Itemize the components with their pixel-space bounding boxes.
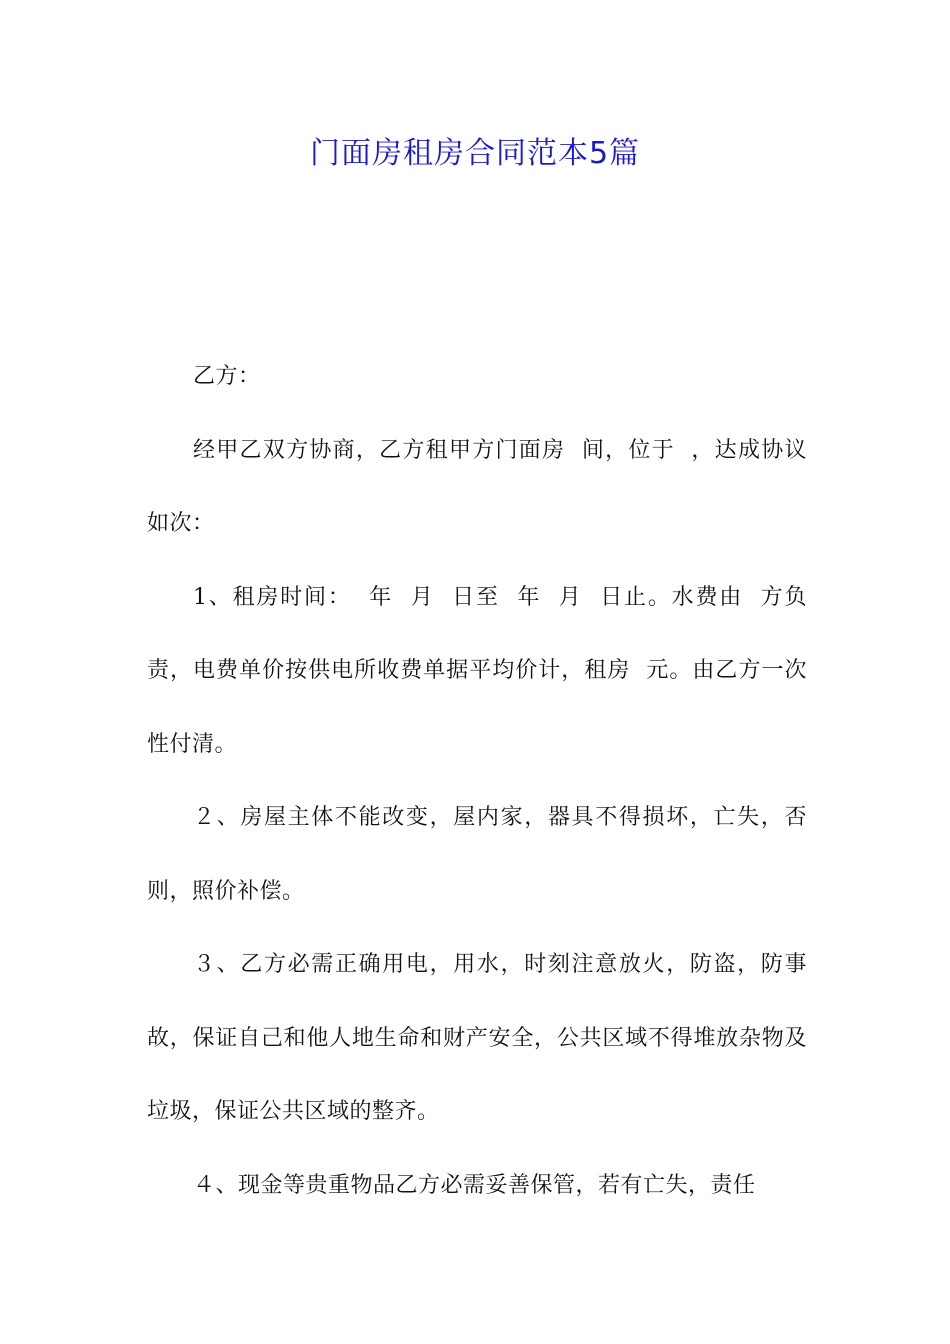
paragraph-clause-2: ２、房屋主体不能改变，屋内家，器具不得损坏，亡失，否则，照价补偿。 [147, 805, 807, 904]
paragraph-agreement-intro: 经甲乙双方协商，乙方租甲方门面房 间，位于 ，达成协议如次： [147, 437, 807, 536]
paragraph-party-b: 乙方： [193, 364, 261, 389]
document-body [147, 340, 807, 1222]
document-title: 门面房租房合同范本5篇 [309, 136, 641, 171]
paragraph-clause-4: ４、现金等贵重物品乙方必需妥善保管，若有亡失，责任 [193, 1172, 756, 1198]
paragraph-clause-3: ３、乙方必需正确用电，用水，时刻注意放火，防盗，防事故，保证自己和他人地生命和财产安全，公共区域不得堆放杂物及垃圾，保证公共区域的整齐。 [147, 952, 807, 1124]
paragraph-clause-1: 1、租房时间： 年 月 日至 年 月 日止。水费由 方负责，电费单价按供电所收费单据平均价计，租房 元。由乙方一次性付清。 [147, 584, 807, 757]
